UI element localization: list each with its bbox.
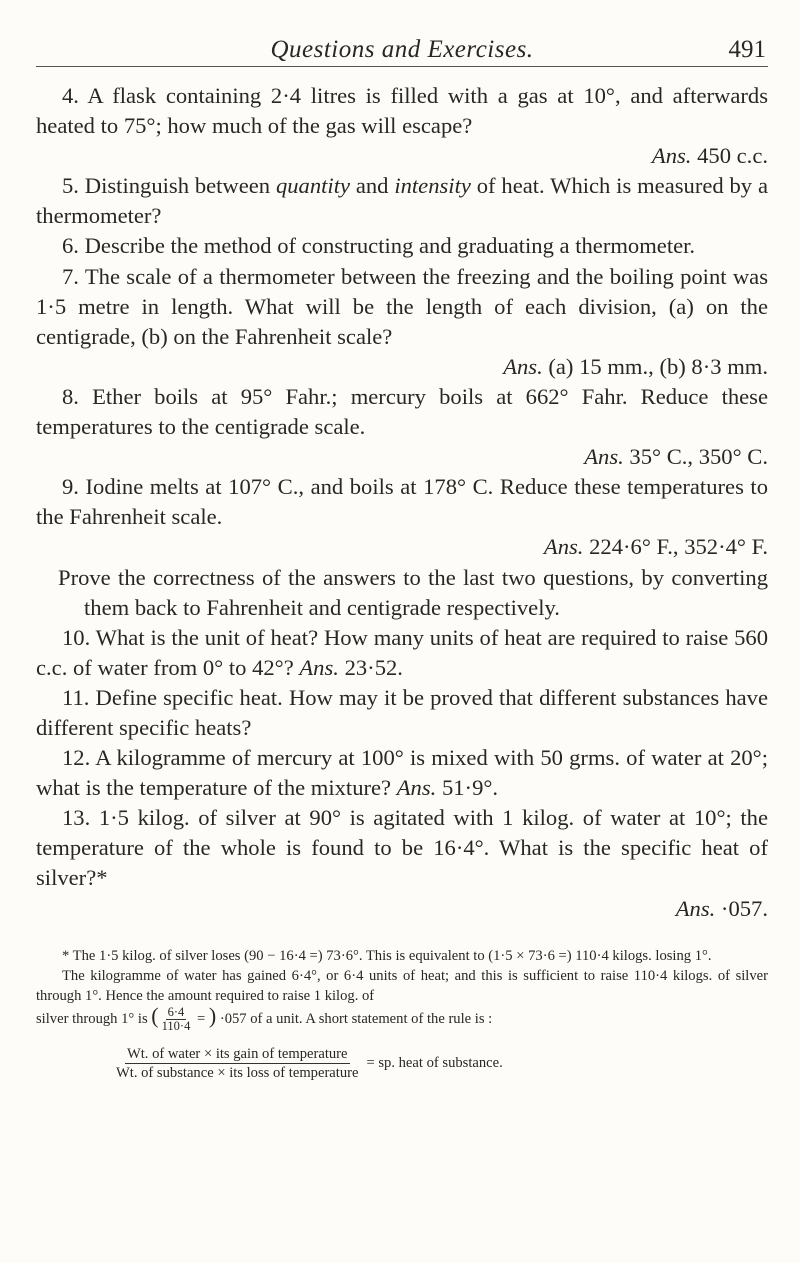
answer-value: 23·52. <box>338 654 403 680</box>
answer-label: Ans. <box>299 654 339 680</box>
question-11: 11. Define specific heat. How may it be proved that different substances have different specific heats? <box>36 684 768 740</box>
footnote-para-2: The kilogramme of water has gained 6·4°, or 6·4 units of heat; and this is sufficient to raise 110·4 kilogs. of silver through 1°. Hence the amount required to raise 1 kilog. of <box>36 967 768 1004</box>
answer-7 <box>36 352 768 382</box>
question-12 <box>36 743 768 803</box>
question-8: 8. Ether boils at 95° Fahr.; mercury boils at 662° Fahr. Reduce these temperatures to the centigrade scale. <box>36 383 768 440</box>
rule-fraction <box>116 1045 358 1082</box>
rule-result: = sp. heat of substance. <box>366 1055 503 1072</box>
text: silver through 1° is <box>36 1010 148 1027</box>
answer-value: (a) 15 mm., (b) 8·3 mm. <box>542 353 768 379</box>
page-header <box>36 0 768 67</box>
text: ·057 of a unit. A short statement of the rule is : <box>219 1010 493 1027</box>
answer-label: Ans. <box>675 895 716 921</box>
paren-close: ) <box>208 1002 217 1028</box>
text: of heat. Which is measured by a thermometer? <box>36 173 768 229</box>
answer-9 <box>36 532 768 562</box>
rule-formula <box>36 1045 768 1082</box>
question-5 <box>36 171 768 231</box>
question-13: 13. 1·5 kilog. of silver at 90° is agitated with 1 kilog. of water at 10°; the temperature of the whole is found to be 16·4°. What is the specific heat of silver?* <box>36 805 768 891</box>
prove-instruction: Prove the correctness of the answers to the last two questions, by converting them back to Fahrenheit and centigrade respectively. <box>58 564 768 620</box>
answer-value: 224·6° F., 352·4° F. <box>583 534 768 560</box>
answer-8 <box>36 442 768 472</box>
text: 12. A kilogramme of mercury at 100° is mixed with 50 grms. of water at 20°; what is the temperature of the mixture? <box>36 745 768 801</box>
inline-fraction <box>162 1006 191 1033</box>
answer-4 <box>36 141 768 171</box>
question-7: 7. The scale of a thermometer between the freezing and the boiling point was 1·5 metre in length. What will be the length of each division, (a) on the centigrade, (b) on the Fahrenheit scale? <box>36 263 768 349</box>
answer-label: Ans. <box>543 534 584 560</box>
question-4: 4. A flask containing 2·4 litres is filled with a gas at 10°, and afterwards heated to 75°; how much of the gas will escape? <box>36 83 768 139</box>
answer-label: Ans. <box>651 143 692 169</box>
text: 10. What is the unit of heat? How many units of heat are required to raise 560 c.c. of water from 0° to 42°? <box>36 624 768 680</box>
footnote-para-3: silver through 1° is ( $\frac{6\cdot 4}{110\cdot 4}$ = ) ·057 of a unit. A short statement of the rule is : <box>36 1002 493 1033</box>
answer-label: Ans. <box>584 444 624 470</box>
page <box>36 0 768 1082</box>
emphasis: quantity <box>275 173 351 199</box>
rule-denominator: Wt. of substance × its loss of temperature <box>116 1064 359 1081</box>
answer-value: ·057. <box>715 895 768 921</box>
answer-13 <box>36 894 768 924</box>
rule-numerator: Wt. of water × its gain of temperature <box>126 1045 348 1062</box>
paren-open: ( <box>151 1002 159 1028</box>
answer-value: 51·9°. <box>436 775 499 801</box>
fraction-denominator: 110·4 <box>161 1018 191 1033</box>
answer-label: Ans. <box>396 775 437 801</box>
question-10 <box>36 623 768 683</box>
page-number: 491 <box>728 36 766 63</box>
question-6: 6. Describe the method of constructing and graduating a thermometer. <box>62 233 696 259</box>
question-9: 9. Iodine melts at 107° C., and boils at 178° C. Reduce these temperatures to the Fahrenheit scale. <box>36 474 768 530</box>
text: and <box>350 173 395 199</box>
answer-value: 35° C., 350° C. <box>623 444 768 470</box>
answer-label: Ans. <box>503 353 543 379</box>
running-title: Questions and Exercises. <box>270 36 534 63</box>
emphasis: intensity <box>394 173 471 199</box>
footnote <box>36 946 768 1082</box>
fraction-numerator: 6·4 <box>167 1004 185 1019</box>
text: 5. Distinguish between <box>62 173 276 199</box>
footnote-para-1: * The 1·5 kilog. of silver loses (90 − 16·4 =) 73·6°. This is equivalent to (1·5 × 73·6 =) 110·4 kilogs. losing 1°. <box>62 947 712 964</box>
questions-body <box>36 81 768 924</box>
answer-value: 450 c.c. <box>691 143 768 169</box>
